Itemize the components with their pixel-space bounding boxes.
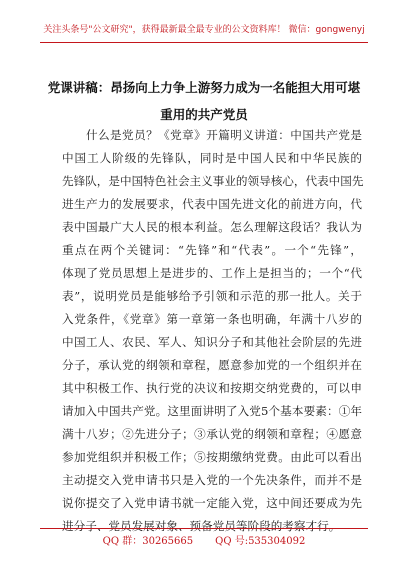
body-line: 请加入中国共产党。这里面讲明了入党5个基本要素：①年 — [62, 404, 362, 418]
body-line: 重点在两个关键词：“先锋”和“代表”。一个“先锋”， — [62, 243, 362, 257]
body-line: 进生产力的发展要求，代表中国先进文化的前进方向，代 — [62, 197, 362, 211]
body-line: 说你提交了入党申请书就一定能入党，这中间还要成为先 — [62, 496, 362, 510]
body-line: 中国工人、农民、军人、知识分子和其他社会阶层的先进 — [62, 335, 362, 349]
header-divider — [40, 42, 368, 43]
document-title — [40, 74, 368, 128]
title-line-2: 重用的共产党员 — [160, 107, 248, 122]
body-line: 参加党组织并积极工作；⑤按期缴纳党费。由此可以看出 — [62, 450, 362, 464]
body-line: 其中积极工作、执行党的决议和按期交纳党费的，可以申 — [62, 381, 362, 395]
body-line: 中国工人阶级的先锋队，同时是中国人民和中华民族的 — [62, 151, 362, 165]
body-line: 体现了党员思想上是进步的、工作上是担当的；一个“代 — [62, 266, 362, 280]
footer-divider — [40, 528, 368, 529]
footer-qq-number: QQ 号:535304092 — [215, 536, 306, 547]
body-line: 入党条件，《党章》第一章第一条也明确，年满十八岁的 — [62, 312, 362, 326]
footer-contact — [40, 535, 368, 549]
body-paragraph — [62, 124, 362, 538]
body-line: 先锋队，是中国特色社会主义事业的领导核心，代表中国先 — [62, 174, 364, 188]
body-line: 分子，承认党的纲领和章程，愿意参加党的一个组织并在 — [62, 358, 362, 372]
body-line: 什么是党员？《党章》开篇明义讲道：中国共产党是 — [86, 128, 362, 142]
title-line-1: 党课讲稿：昂扬向上力争上游努力成为一名能担大用可堪 — [47, 80, 361, 95]
body-line: 进分子、党员发展对象、预备党员等阶段的考察才行。 — [62, 519, 341, 533]
body-line: 表”，说明党员是能够给予引领和示范的那一批人。关于 — [62, 289, 362, 303]
body-line: 主动提交入党申请书只是入党的一个先决条件，而并不是 — [62, 473, 362, 487]
footer-qq-group: QQ 群：30265665 — [102, 536, 194, 547]
body-line: 满十八岁；②先进分子；③承认党的纲领和章程；④愿意 — [62, 427, 362, 441]
header-banner: 关注头条号"公文研究"，获得最新最全最专业的公文资料库！ 微信：gongwenyj — [43, 25, 365, 35]
body-line: 表中国最广大人民的根本利益。怎么理解这段话？我认为 — [62, 220, 362, 234]
